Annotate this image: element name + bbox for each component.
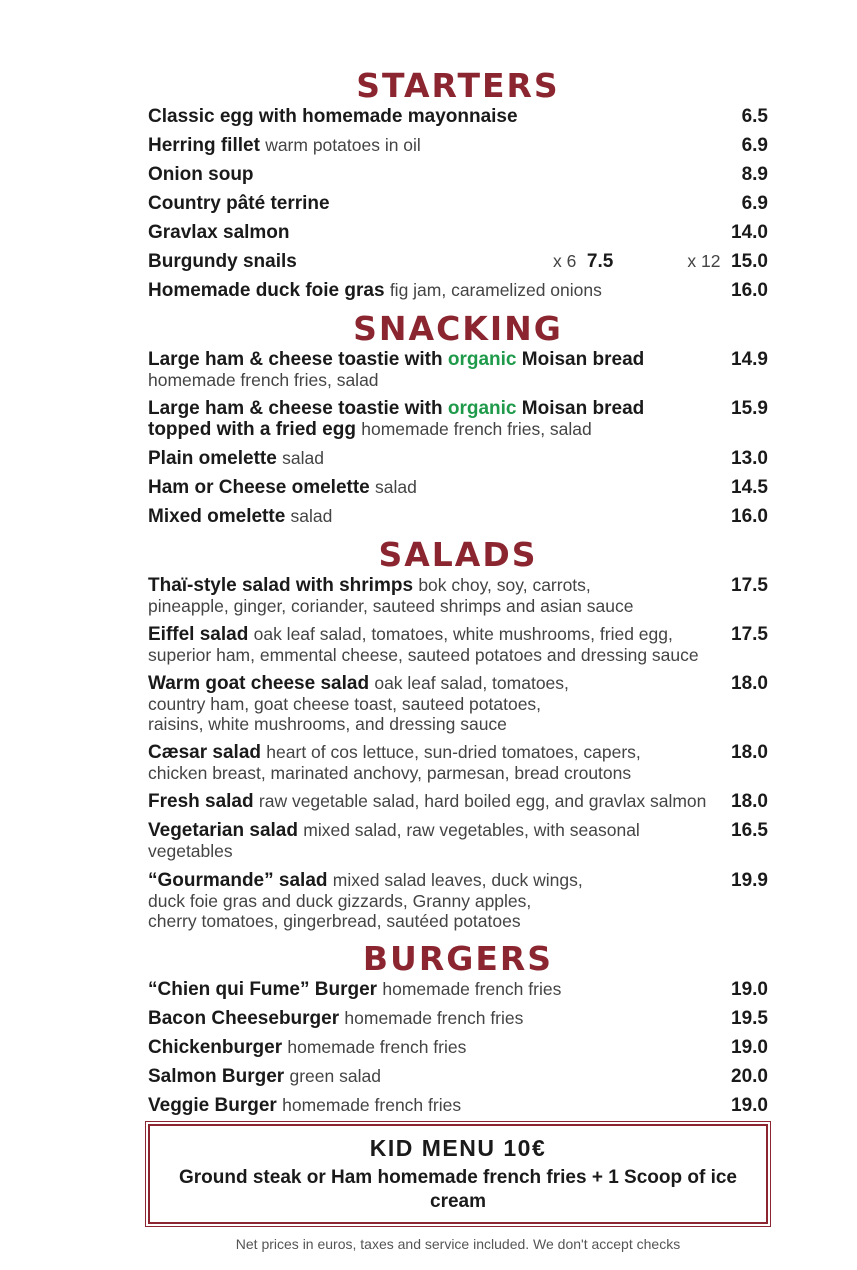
item-price: 6.5 <box>741 106 768 127</box>
item-price: 18.0 <box>731 791 768 812</box>
menu-item <box>148 1037 768 1058</box>
salads-title: SALADS <box>378 535 538 574</box>
item-price: 17.5 <box>731 624 768 645</box>
footer-note: Net prices in euros, taxes and service included. We don't accept checks <box>235 1236 681 1252</box>
item-name: Country pâté terrine <box>148 193 330 214</box>
item-desc: homemade french fries <box>382 979 562 999</box>
item-desc: homemade french fries <box>287 1037 467 1057</box>
menu-item <box>148 979 768 1000</box>
item-price: 16.0 <box>731 506 768 527</box>
menu-item <box>148 1066 768 1087</box>
menu-item <box>148 222 768 243</box>
snail-price-6: 7.5 <box>586 251 614 272</box>
organic-label: organic <box>447 349 517 370</box>
item-desc-line1: bok choy, soy, carrots, <box>418 575 591 595</box>
item-desc: homemade french fries <box>344 1008 524 1028</box>
burgers-title: BURGERS <box>362 939 554 978</box>
starters-list <box>148 106 768 243</box>
item-name: Eiffel salad <box>148 624 249 645</box>
menu-item <box>148 742 768 783</box>
item-name: Chickenburger <box>148 1037 283 1058</box>
menu-item <box>148 575 768 616</box>
item-name: Gravlax salmon <box>148 222 290 243</box>
item-name: Herring fillet <box>148 135 260 156</box>
snail-qty-6: x 6 <box>553 251 577 271</box>
item-price: 14.0 <box>731 222 768 243</box>
item-price: 19.9 <box>731 870 768 891</box>
menu-item <box>148 448 768 469</box>
item-price: 15.9 <box>731 398 768 419</box>
item-name: Cæsar salad <box>148 742 262 763</box>
item-name: Large ham & cheese toastie with <box>148 349 443 370</box>
snail-qty-12: x 12 <box>687 251 721 271</box>
item-name-bread: Moisan bread <box>521 398 645 419</box>
item-desc: green salad <box>289 1066 381 1086</box>
item-price: 19.5 <box>731 1008 768 1029</box>
salads-list <box>148 575 768 931</box>
item-desc-line1: heart of cos lettuce, sun-dried tomatoes, capers, <box>266 742 641 762</box>
item-price: 14.9 <box>731 349 768 370</box>
kid-menu-desc: Ground steak or Ham homemade french fries + 1 Scoop of ice cream <box>178 1167 737 1212</box>
menu-item <box>148 820 768 862</box>
menu-item <box>148 673 768 734</box>
item-name: Homemade duck foie gras <box>148 280 385 301</box>
organic-label: organic <box>447 398 517 419</box>
item-name: “Chien qui Fume” Burger <box>148 979 378 1000</box>
item-name: “Gourmande” salad <box>148 870 328 891</box>
item-desc: salad <box>282 448 324 468</box>
menu-item <box>148 624 768 665</box>
item-desc: homemade french fries, salad <box>361 419 592 439</box>
menu-item <box>148 791 768 812</box>
item-name: Veggie Burger <box>148 1095 277 1116</box>
item-name: Onion soup <box>148 164 254 185</box>
snail-price-12: 15.0 <box>731 251 768 272</box>
item-desc: warm potatoes in oil <box>265 135 421 155</box>
menu-item-snails <box>148 251 768 272</box>
item-desc-line1: raw vegetable salad, hard boiled egg, and gravlax salmon <box>258 791 707 811</box>
item-desc-line1: mixed salad leaves, duck wings, <box>332 870 583 890</box>
snacking-list <box>148 448 768 527</box>
item-name: Thaï-style salad with shrimps <box>148 575 414 596</box>
item-name-bread: Moisan bread <box>521 349 645 370</box>
item-price: 20.0 <box>731 1066 768 1087</box>
menu-item <box>148 193 768 214</box>
item-desc-line2: chicken breast, marinated anchovy, parmesan, bread croutons <box>148 763 632 783</box>
item-desc-line1: oak leaf salad, tomatoes, <box>374 673 569 693</box>
item-name: Classic egg with homemade mayonnaise <box>148 106 518 127</box>
menu-item <box>148 1095 768 1116</box>
item-desc: homemade french fries, salad <box>148 370 379 390</box>
burgers-list <box>148 979 768 1116</box>
item-price: 8.9 <box>741 164 768 185</box>
menu-item <box>148 106 768 127</box>
menu-item <box>148 506 768 527</box>
item-name: Salmon Burger <box>148 1066 285 1087</box>
item-price: 13.0 <box>731 448 768 469</box>
menu-item-foie-gras <box>148 280 768 301</box>
item-name: Mixed omelette <box>148 506 286 527</box>
item-price: 14.5 <box>731 477 768 498</box>
item-name: Fresh salad <box>148 791 254 812</box>
item-price: 6.9 <box>741 135 768 156</box>
menu-item <box>148 1008 768 1029</box>
item-desc-line1: mixed salad, raw vegetables, with seasonal vegetables <box>148 820 640 861</box>
item-name: Ham or Cheese omelette <box>148 477 370 498</box>
item-price: 16.0 <box>731 280 768 301</box>
item-name: Vegetarian salad <box>148 820 298 841</box>
menu-item <box>148 135 768 156</box>
item-price: 6.9 <box>741 193 768 214</box>
item-desc-line2: superior ham, emmental cheese, sauteed potatoes and dressing sauce <box>148 645 699 665</box>
item-desc-line1: oak leaf salad, tomatoes, white mushrooms, fried egg, <box>253 624 673 644</box>
item-name: Large ham & cheese toastie with <box>148 398 443 419</box>
snacking-title: SNACKING <box>353 309 563 348</box>
kid-menu-box <box>148 1124 768 1224</box>
kid-menu-title: KID MENU 10€ <box>369 1135 547 1161</box>
item-desc-line2: pineapple, ginger, coriander, sauteed shrimps and asian sauce <box>148 596 634 616</box>
item-name: Bacon Cheeseburger <box>148 1008 340 1029</box>
item-name-topping: topped with a fried egg <box>148 419 356 440</box>
item-price: 19.0 <box>731 1037 768 1058</box>
menu-page <box>148 66 768 1252</box>
menu-item <box>148 164 768 185</box>
item-name: Warm goat cheese salad <box>148 673 370 694</box>
item-name: Burgundy snails <box>148 251 297 272</box>
item-name: Plain omelette <box>148 448 277 469</box>
item-price: 19.0 <box>731 979 768 1000</box>
item-price: 18.0 <box>731 742 768 763</box>
menu-item-toastie <box>148 349 768 390</box>
menu-item-toastie-egg <box>148 398 768 440</box>
starters-title: STARTERS <box>356 66 560 105</box>
item-desc: fig jam, caramelized onions <box>389 280 602 300</box>
menu-item <box>148 477 768 498</box>
item-desc-line2: country ham, goat cheese toast, sauteed potatoes, <box>148 694 542 714</box>
item-desc-line3: raisins, white mushrooms, and dressing sauce <box>148 714 507 734</box>
item-desc: salad <box>290 506 333 526</box>
menu-item <box>148 870 768 931</box>
item-desc-line3: cherry tomatoes, gingerbread, sautéed potatoes <box>148 911 521 931</box>
item-price: 16.5 <box>731 820 768 841</box>
item-price: 19.0 <box>731 1095 768 1116</box>
item-price: 18.0 <box>731 673 768 694</box>
item-desc: homemade french fries <box>282 1095 462 1115</box>
item-price: 17.5 <box>731 575 768 596</box>
item-desc: salad <box>375 477 417 497</box>
item-desc-line2: duck foie gras and duck gizzards, Granny apples, <box>148 891 532 911</box>
